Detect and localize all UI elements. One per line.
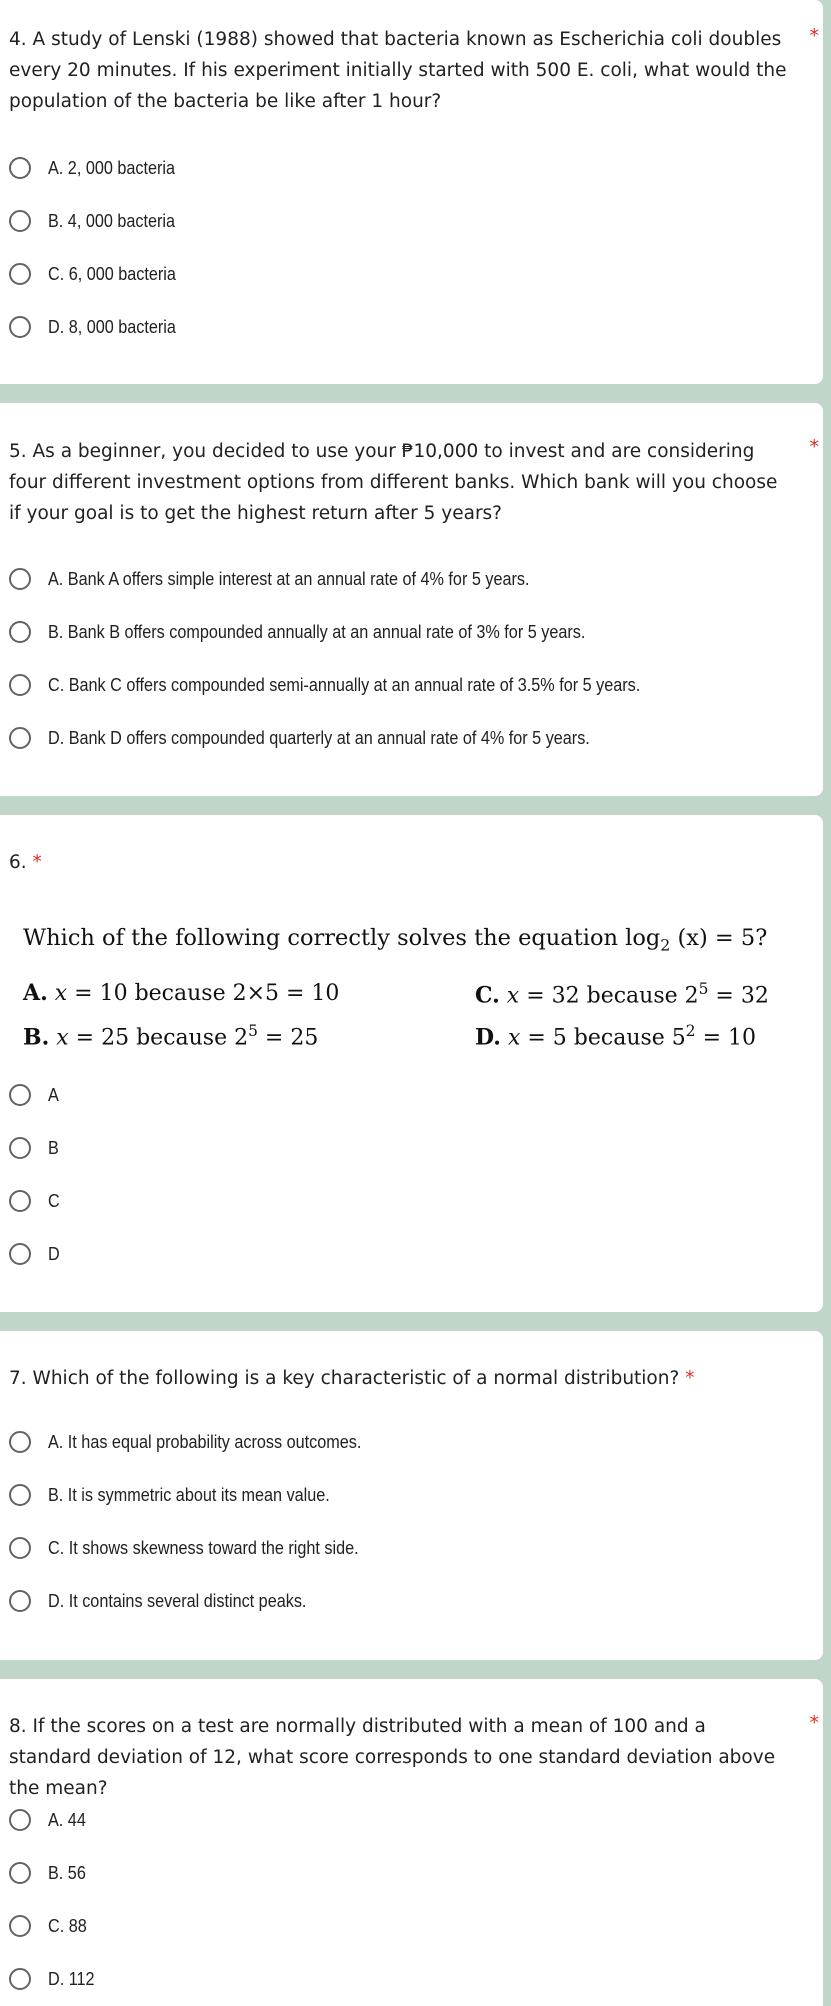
radio-circle-icon[interactable]: [9, 1590, 31, 1612]
question-number: 6.: [9, 852, 27, 873]
question-figure: [23, 925, 783, 1050]
option-label: D: [48, 1243, 60, 1264]
option-label: A. 2, 000 bacteria: [48, 157, 175, 178]
figure-prompt: Which of the following correctly solves the equation $\log_2 (x) = 5$?: [23, 925, 768, 955]
question-card-6: [0, 815, 823, 1312]
question-card-7: [0, 1331, 823, 1660]
option-radio-c[interactable]: [9, 1533, 393, 1563]
radio-circle-icon[interactable]: [9, 1431, 31, 1453]
radio-circle-icon[interactable]: [9, 1915, 31, 1937]
radio-circle-icon[interactable]: [9, 674, 31, 696]
option-label: D. 112: [48, 1968, 95, 1989]
option-radio-c[interactable]: [9, 1186, 61, 1216]
option-label: C: [48, 1190, 60, 1211]
option-label: A. 44: [48, 1809, 86, 1830]
radio-circle-icon[interactable]: [9, 727, 31, 749]
question-text: 8. If the scores on a test are normally distributed with a mean of 100 and a standard deviation of 12, what score corresponds to one standard deviation above the mean?: [9, 1716, 776, 1799]
radio-circle-icon[interactable]: [9, 1484, 31, 1506]
option-radio-c[interactable]: [9, 259, 190, 289]
question-card-4: [0, 0, 823, 384]
required-asterisk: *: [809, 436, 819, 458]
radio-circle-icon[interactable]: [9, 1137, 31, 1159]
question-card-8: [0, 1679, 823, 2006]
figure-choice-b: B. x = 25 because $2^5 = 25$: [23, 1022, 319, 1051]
required-asterisk: *: [685, 1368, 695, 1389]
option-label: B. Bank B offers compounded annually at an annual rate of 3% for 5 years.: [48, 621, 586, 642]
option-label: C. Bank C offers compounded semi-annually at an annual rate of 3.5% for 5 years.: [48, 674, 641, 695]
radio-circle-icon[interactable]: [9, 1809, 31, 1831]
question-text: 7. Which of the following is a key characteristic of a normal distribution? *: [9, 1368, 695, 1389]
option-radio-c[interactable]: [9, 670, 706, 700]
radio-circle-icon[interactable]: [9, 1084, 31, 1106]
option-radio-d[interactable]: [9, 1964, 100, 1994]
option-label: C. It shows skewness toward the right side.: [48, 1537, 359, 1558]
option-radio-d[interactable]: [9, 723, 650, 753]
option-label: B: [48, 1137, 59, 1158]
option-label: C. 6, 000 bacteria: [48, 263, 176, 284]
required-asterisk: *: [32, 852, 42, 873]
option-label: D. Bank D offers compounded quarterly at an annual rate of 4% for 5 years.: [48, 727, 590, 748]
option-radio-b[interactable]: [9, 1480, 361, 1510]
option-radio-b[interactable]: [9, 1858, 90, 1888]
option-label: D. It contains several distinct peaks.: [48, 1590, 307, 1611]
option-radio-b[interactable]: [9, 1133, 60, 1163]
radio-circle-icon[interactable]: [9, 1537, 31, 1559]
option-radio-a[interactable]: [9, 1805, 90, 1835]
radio-circle-icon[interactable]: [9, 1190, 31, 1212]
option-radio-a[interactable]: [9, 153, 189, 183]
figure-choice-a: A. x = 10 because 2×5 = 10: [23, 980, 340, 1006]
required-asterisk: *: [809, 1712, 819, 1734]
radio-circle-icon[interactable]: [9, 1968, 31, 1990]
option-radio-a[interactable]: [9, 1080, 60, 1110]
option-label: A. Bank A offers simple interest at an annual rate of 4% for 5 years.: [48, 568, 530, 589]
option-label: A. It has equal probability across outcomes.: [48, 1431, 362, 1452]
radio-circle-icon[interactable]: [9, 1243, 31, 1265]
option-radio-d[interactable]: [9, 1586, 335, 1616]
question-card-5: [0, 403, 823, 796]
option-radio-c[interactable]: [9, 1911, 91, 1941]
radio-circle-icon[interactable]: [9, 263, 31, 285]
radio-circle-icon[interactable]: [9, 621, 31, 643]
option-label: C. 88: [48, 1915, 87, 1936]
option-radio-d[interactable]: [9, 312, 190, 342]
figure-choice-c: C. x = 32 because $2^5 = 32$: [475, 980, 769, 1009]
option-label: A: [48, 1084, 59, 1105]
required-asterisk: *: [809, 25, 819, 47]
option-label: B. 56: [48, 1862, 86, 1883]
radio-circle-icon[interactable]: [9, 568, 31, 590]
option-label: B. 4, 000 bacteria: [48, 210, 175, 231]
question-text: [9, 847, 787, 878]
option-radio-d[interactable]: [9, 1239, 61, 1269]
radio-circle-icon[interactable]: [9, 1862, 31, 1884]
question-text: 4. A study of Lenski (1988) showed that bacteria known as Escherichia coli doubles every 20 minutes. If his experiment initially started with 500 E. coli, what would the population of the bacteria be like after 1 hour?: [9, 29, 787, 112]
figure-choice-d: D. x = 5 because $5^2 = 10$: [475, 1022, 757, 1051]
option-label: D. 8, 000 bacteria: [48, 316, 176, 337]
radio-circle-icon[interactable]: [9, 210, 31, 232]
radio-circle-icon[interactable]: [9, 157, 31, 179]
option-radio-a[interactable]: [9, 564, 583, 594]
question-text: 5. As a beginner, you decided to use your ₱10,000 to invest and are considering four different investment options from different banks. Which bank will you choose if your goal is to get the highest return after 5 years?: [9, 441, 778, 524]
option-radio-a[interactable]: [9, 1427, 396, 1457]
radio-circle-icon[interactable]: [9, 316, 31, 338]
option-label: B. It is symmetric about its mean value.: [48, 1484, 330, 1505]
option-radio-b[interactable]: [9, 206, 189, 236]
option-radio-b[interactable]: [9, 617, 645, 647]
